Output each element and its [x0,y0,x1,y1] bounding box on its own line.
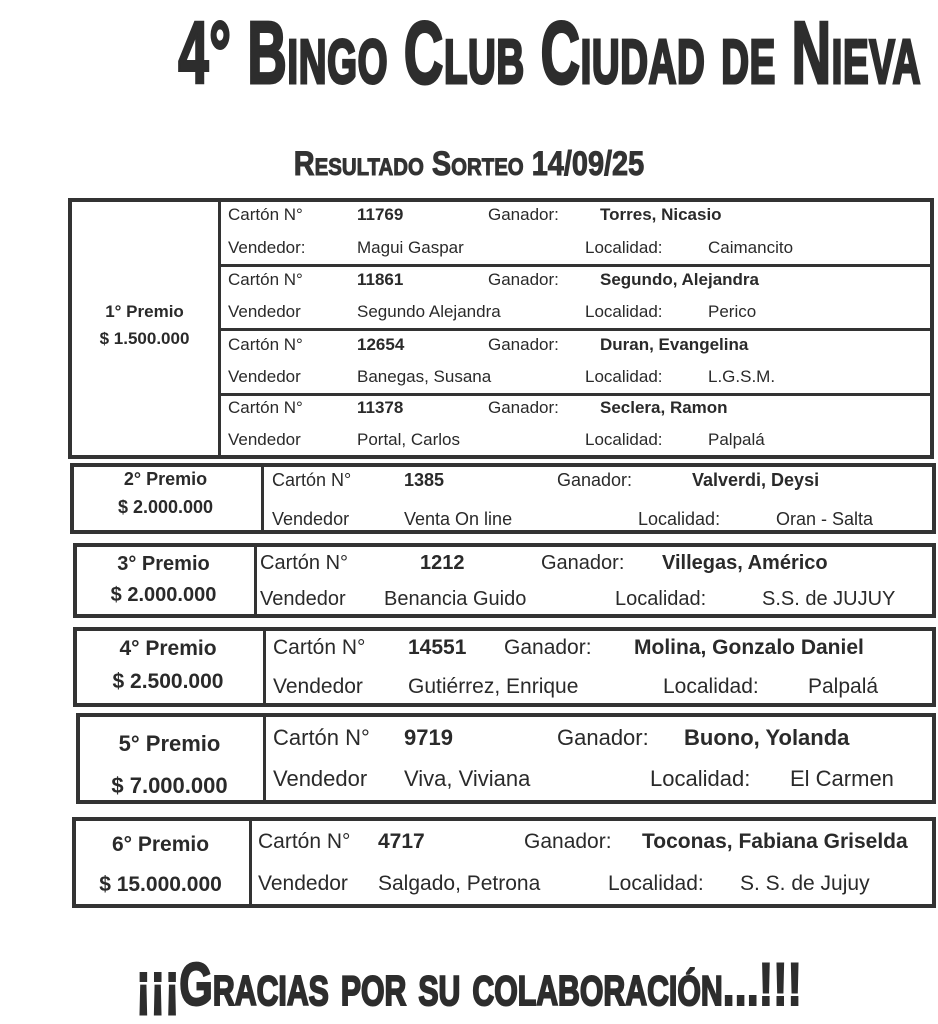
carton-label: Cartón N° [258,830,351,853]
localidad-name: L.G.S.M. [708,367,776,386]
ganador-name: Torres, Nicasio [600,205,722,224]
ganador-label: Ganador: [557,470,633,490]
prize-5-label [80,723,259,807]
localidad-name: Perico [708,302,757,321]
localidad-name: S. S. de Jujuy [740,872,870,895]
ganador-label: Ganador: [557,725,649,750]
ganador-label: Ganador: [488,398,559,417]
prize-amount: $ 1.500.000 [99,329,190,349]
prize-name: 4° Premio [119,637,217,660]
prize-6-label [76,825,245,905]
localidad-name: Palpalá [808,675,879,698]
vendedor-name: Salgado, Petrona [378,872,541,895]
carton-number: 9719 [404,725,453,750]
prize-name: 6° Premio [111,833,210,856]
prize-name: 3° Premio [117,553,210,575]
carton-label: Cartón N° [273,636,366,659]
prize-name: 2° Premio [123,469,208,489]
carton-number: 14551 [408,636,467,659]
page-subtitle: Resultado Sorteo 14/09/25 [293,145,645,183]
localidad-name: Caimancito [708,238,794,257]
localidad-label: Localidad: [615,588,707,610]
vendedor-label: Vendedor [272,509,350,529]
prize-amount: $ 2.000.000 [117,496,214,517]
prize-amount: $ 2.000.000 [110,584,217,606]
vendedor-label: Vendedor: [228,238,306,257]
ganador-name: Seclera, Ramon [600,398,728,417]
vendedor-name: Segundo Alejandra [357,302,501,321]
vendedor-name: Gutiérrez, Enrique [408,675,579,698]
vendedor-label: Vendedor [260,588,346,610]
carton-number: 11861 [357,270,404,289]
localidad-name: Oran - Salta [776,509,874,529]
thanks-footer: ¡¡¡Gracias por su colaboración...!!! [136,951,802,1018]
ganador-label: Ganador: [488,335,559,354]
ganador-name: Toconas, Fabiana Griselda [642,830,908,853]
vendedor-name: Viva, Viviana [404,766,531,791]
carton-label: Cartón N° [228,335,303,354]
prize-amount: $ 2.500.000 [112,669,224,693]
carton-label: Cartón N° [228,398,303,417]
page-title: 4° Bingo Club Ciudad de Nieva [178,3,921,102]
localidad-label: Localidad: [608,872,704,895]
vendedor-label: Vendedor [228,302,301,321]
vendedor-name: Benancia Guido [384,588,527,610]
carton-label: Cartón N° [273,725,370,750]
vendedor-name: Banegas, Susana [357,367,492,386]
localidad-label: Localidad: [650,766,751,791]
vendedor-name: Venta On line [404,509,513,529]
ganador-label: Ganador: [488,205,559,224]
vendedor-name: Portal, Carlos [357,430,460,449]
localidad-label: Localidad: [638,509,721,529]
localidad-name: S.S. de JUJUY [762,588,896,610]
ganador-name: Villegas, Américo [662,552,828,574]
localidad-name: Palpalá [708,430,765,449]
prize-3-label [77,549,250,611]
carton-number: 11769 [357,205,404,224]
prize-amount: $ 15.000.000 [99,872,222,896]
prize-1-label [72,298,217,352]
carton-label: Cartón N° [260,552,349,574]
ganador-name: Duran, Evangelina [600,335,749,354]
ganador-name: Valverdi, Deysi [692,470,820,490]
localidad-label: Localidad: [585,430,663,449]
carton-label: Cartón N° [228,270,303,289]
prize-2-label [74,466,257,522]
vendedor-label: Vendedor [228,367,301,386]
carton-number: 11378 [357,398,404,417]
carton-label: Cartón N° [272,470,352,490]
localidad-label: Localidad: [585,302,663,321]
carton-number: 1385 [404,470,445,490]
ganador-name: Molina, Gonzalo Daniel [634,636,864,659]
carton-number: 4717 [378,830,425,853]
prize-name: 1° Premio [105,302,184,321]
carton-number: 1212 [420,552,465,574]
localidad-label: Localidad: [585,367,663,386]
ganador-label: Ganador: [488,270,559,289]
vendedor-label: Vendedor [273,766,368,791]
ganador-name: Segundo, Alejandra [600,270,760,289]
carton-label: Cartón N° [228,205,303,224]
vendedor-label: Vendedor [228,430,301,449]
prize-name: 5° Premio [118,731,221,756]
ganador-label: Ganador: [504,636,592,659]
prize-amount: $ 7.000.000 [111,772,228,798]
ganador-name: Buono, Yolanda [684,725,850,750]
vendedor-name: Magui Gaspar [357,238,464,257]
ganador-label: Ganador: [524,830,612,853]
vendedor-label: Vendedor [258,872,348,895]
localidad-name: El Carmen [790,766,894,791]
carton-number: 12654 [357,335,405,354]
localidad-label: Localidad: [663,675,759,698]
prize-4-label [77,633,259,698]
ganador-label: Ganador: [541,552,625,574]
localidad-label: Localidad: [585,238,663,257]
vendedor-label: Vendedor [273,675,363,698]
